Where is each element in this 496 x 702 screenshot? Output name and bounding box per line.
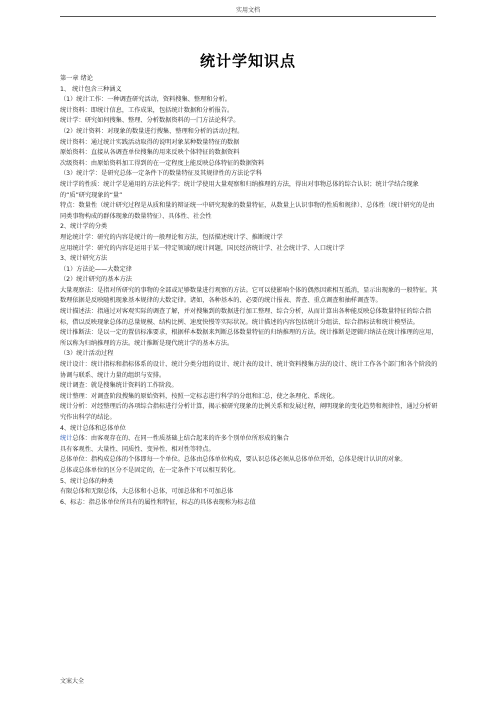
chapter-heading: 第一章 绪论 (60, 75, 93, 82)
paragraph: （3）统计活动过程 (60, 350, 114, 358)
paragraph: 统计设计：统计指标和指标体系的设计、统计分类分组的设计、统计表的设计、统计资料搜集方法的设计、统计工作各个部门和各个阶段的协调与联系、统计力量的组织与安排。 (60, 361, 438, 379)
paragraph: （2）统计资料：对现象的数量进行搜集、整理和分析的活动过程。 (60, 127, 244, 135)
paragraph: 总体单位：指构成总体的个体即每一个单位。总体由总体单位构成，要认识总体必须从总体单位开始，总体是统计认识的对象。 (60, 456, 407, 464)
section-heading: 6、标志：指总体单位所具有的属性和特征，标志的具体表现称为标志值 (60, 498, 256, 506)
paragraph: 理论统计学：研究的内容是统计的一般理论和方法，包括描述统计学、推断统计学 (60, 233, 283, 241)
header-divider (60, 16, 436, 17)
paragraph: 统计资料：通过统计实践活动取得的说明对象某种数量特征的数据 (60, 138, 240, 146)
paragraph: 具有客观性、大量性、同质性、变异性、相对性等特点。 (60, 445, 215, 453)
section-heading: 2、统计学的分类 (60, 223, 108, 231)
paragraph: 1、 统计包含三种涵义 (60, 85, 122, 93)
paragraph: 总体或总体单位的区分不是固定的，在一定条件下可以相互转化。 (60, 466, 240, 474)
paragraph: （1）统计工作：一种调查研究活动，资料搜集、整理和分析。 (60, 96, 231, 104)
paragraph: 有限总体和无限总体，大总体和小总体，可加总体和不可加总体 (60, 488, 234, 496)
paragraph: 统计推断法：是以一定的置信标准要求，根据样本数据来判断总体数量特征的归纳推理的方法。统计推断是逻辑归纳法在统计推理的应用，所以称为归纳推理的方法。统计推断是现代统计学的基本方法。 (60, 329, 438, 347)
paragraph: （2）统计研究的基本方法 (60, 276, 132, 284)
paragraph: 统计学的性质：统计学是通用的方法论科学；统计学使用大量观察和归纳推理的方法，得出对事物总体的综合认识；统计学结合现象的“质”研究现象的“量” (60, 180, 419, 199)
document-title: 统计学知识点 (199, 52, 296, 70)
page-header: 实用文档 (235, 7, 260, 14)
paragraph: （3）统计学：是研究总体一定条件下的数量特征及其规律性的方法论学科 (60, 170, 262, 178)
paragraph: 统计学：研究如何搜集、整理、分析数据资料的一门方法论科学。 (60, 117, 240, 125)
paragraph: 统计分析：对经整理后的各项综合指标进行分析计算，揭示被研究现象的比例关系和发展过程，阐明现象的变化趋势和规律性，通过分析研究作出科学的结论。 (60, 403, 438, 421)
paragraph: 统计整理：对调查阶段搜集的原始资料，按照一定标志进行科学的分组和汇总，使之条理化、系统化。 (60, 392, 339, 400)
page-footer: 文案大全 (60, 678, 85, 685)
term-link[interactable]: 统计 (60, 435, 73, 443)
paragraph: 统计资料：即统计信息，工作成果，包括统计数据和分析报告。 (60, 106, 234, 114)
paragraph: 原始资料：直接从各调查单位搜集的用来反映个体特征的数据资料 (60, 149, 240, 157)
paragraph: 特点：数量性（统计研究过程是从质和量的辩证统一中研究现象的数量特征，从数量上认识事物的性质和规律）、总体性（统计研究的是由同类事物构成的群体现象的数量特征）、具体性、社会性 (60, 202, 435, 220)
section-heading: 5、统计总体的种类 (60, 477, 114, 485)
paragraph: 统计描述法：指通过对客观实际的调查了解，并对搜集到的数据进行加工整理、综合分析，从而计算出各种能反映总体数量特征的综合指标，借以反映现象总体的总量规模、结构比例、速度快慢等实际状况。统计描述的内容包括统计分组法、综合指标法和统计模型法。 (60, 308, 432, 326)
section-heading: 4、统计总体和总体单位 (60, 424, 126, 432)
document-body (60, 74, 440, 508)
paragraph: （1）方法论——大数定律 (60, 265, 132, 273)
paragraph: 统计调查：就是搜集统计资料的工作阶段。 (60, 382, 178, 390)
paragraph: 次级资料：由原始资料加工得到的在一定程度上能反映总体特征的数据资料 (60, 159, 265, 167)
paragraph: 应用统计学：研究的内容是运用于某一特定领域的统计问题，国民经济统计学、社会统计学、人口统计学 (60, 244, 345, 252)
section-heading: 3、统计研究方法 (60, 255, 108, 263)
paragraph-with-link (60, 434, 440, 445)
paragraph-text: 总体：由客观存在的、在同一性质基础上结合起来的许多个别单位所形成的集合 (72, 435, 289, 443)
paragraph: 大量观察法：是指对所研究的事物的全部或足够数量进行观察的方法。它可以使影响个体的偶然因素相互抵消，显示出现象的一般特征。其数理依据是反映随机现象基本规律的大数定律。诸如，各种基本的、必要的统计报表、普查、重点调查和抽样调查等。 (60, 286, 438, 305)
